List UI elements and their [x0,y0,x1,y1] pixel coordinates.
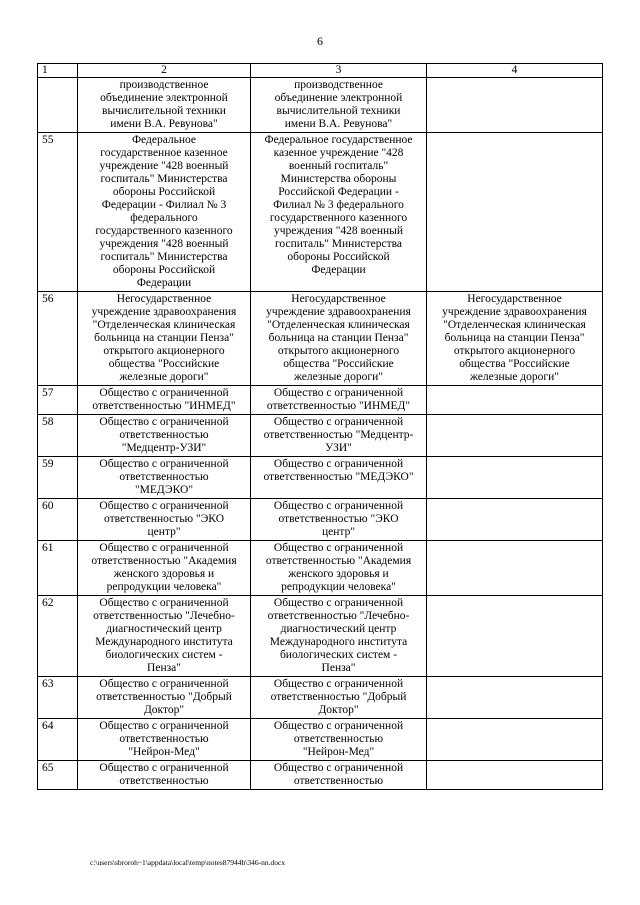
table-row [38,719,603,761]
table-row [38,499,603,541]
row-col3-cell: Общество с ограниченной ответственностью "Нейрон-Мед" [251,719,427,761]
row-col3-cell: Негосударственное учреждение здравоохранения "Отделенческая клиническая больница на станции Пенза" открытого акционерного общества "Российские железные дороги" [251,292,427,386]
row-number-cell: 60 [38,499,78,541]
header-col-4: 4 [427,64,603,78]
row-col3-cell: Общество с ограниченной ответственностью "Добрый Доктор" [251,677,427,719]
row-col2-cell: Общество с ограниченной ответственностью "МЕДЭКО" [78,457,251,499]
row-col4-cell [427,457,603,499]
row-col2-cell: Общество с ограниченной ответственностью "Академия женского здоровья и репродукции человека" [78,541,251,596]
row-number-cell: 64 [38,719,78,761]
table-row [38,292,603,386]
row-col3-cell: Общество с ограниченной ответственностью "ЭКО центр" [251,499,427,541]
row-col2-cell: Негосударственное учреждение здравоохранения "Отделенческая клиническая больница на станции Пенза" открытого акционерного общества "Российские железные дороги" [78,292,251,386]
row-col4-cell [427,541,603,596]
footer-file-path: c:\users\sbroroh~1\appdata\local\temp\notes87944b\346-nn.docx [90,858,286,867]
row-col2-cell: Федеральное государственное казенное учреждение "428 военный госпиталь" Министерства обороны Российской Федерации - Филиал № 3 федерального государственного казенного учреждения "428 военный госпиталь" Министерства обороны Российской Федерации [78,133,251,292]
row-col2-cell: Общество с ограниченной ответственностью "ЭКО центр" [78,499,251,541]
row-col4-cell [427,78,603,133]
row-col4-cell [427,133,603,292]
row-col4-cell [427,677,603,719]
table-row [38,133,603,292]
table-header-row [38,64,603,78]
row-number-cell: 56 [38,292,78,386]
row-number-cell: 57 [38,386,78,415]
row-col2-cell: Общество с ограниченной ответственностью "Нейрон-Мед" [78,719,251,761]
row-col2-cell: Общество с ограниченной ответственностью "Лечебно- диагностический центр Международного института биологических систем - Пенза" [78,596,251,677]
header-col-1: 1 [38,64,78,78]
row-number-cell [38,78,78,133]
row-number-cell: 62 [38,596,78,677]
row-col3-cell: Общество с ограниченной ответственностью "МЕДЭКО" [251,457,427,499]
table-row [38,761,603,790]
row-col4-cell: Негосударственное учреждение здравоохранения "Отделенческая клиническая больница на станции Пенза" открытого акционерного общества "Российские железные дороги" [427,292,603,386]
row-number-cell: 59 [38,457,78,499]
row-col4-cell [427,415,603,457]
row-number-cell: 65 [38,761,78,790]
row-col2-cell: Общество с ограниченной ответственностью "Добрый Доктор" [78,677,251,719]
row-number-cell: 63 [38,677,78,719]
row-col3-cell: Общество с ограниченной ответственностью [251,761,427,790]
page-number: 6 [317,34,323,48]
table-row [38,677,603,719]
row-col4-cell [427,596,603,677]
row-col2-cell: Общество с ограниченной ответственностью "ИНМЕД" [78,386,251,415]
row-col3-cell: Общество с ограниченной ответственностью "Медцентр- УЗИ" [251,415,427,457]
row-col4-cell [427,499,603,541]
document-table [37,63,603,790]
table-row [38,78,603,133]
table-row [38,386,603,415]
row-col3-cell: Общество с ограниченной ответственностью "Лечебно- диагностический центр Международного института биологических систем - Пенза" [251,596,427,677]
row-number-cell: 55 [38,133,78,292]
table-row [38,596,603,677]
row-number-cell: 58 [38,415,78,457]
row-col3-cell: производственное объединение электронной вычислительной техники имени В.А. Ревунова" [251,78,427,133]
row-col3-cell: Общество с ограниченной ответственностью "Академия женского здоровья и репродукции человека" [251,541,427,596]
row-col4-cell [427,386,603,415]
table-row [38,541,603,596]
row-col2-cell: Общество с ограниченной ответственностью [78,761,251,790]
header-col-2: 2 [78,64,251,78]
row-col4-cell [427,719,603,761]
row-col2-cell: Общество с ограниченной ответственностью "Медцентр-УЗИ" [78,415,251,457]
table-row [38,415,603,457]
row-number-cell: 61 [38,541,78,596]
table-row [38,457,603,499]
header-col-3: 3 [251,64,427,78]
row-col4-cell [427,761,603,790]
row-col2-cell: производственное объединение электронной вычислительной техники имени В.А. Ревунова" [78,78,251,133]
row-col3-cell: Федеральное государственное казенное учреждение "428 военный госпиталь" Министерства обороны Российской Федерации - Филиал № 3 федерального государственного казенного учреждения "428 военный госпиталь" Министерства обороны Российской Федерации [251,133,427,292]
row-col3-cell: Общество с ограниченной ответственностью "ИНМЕД" [251,386,427,415]
